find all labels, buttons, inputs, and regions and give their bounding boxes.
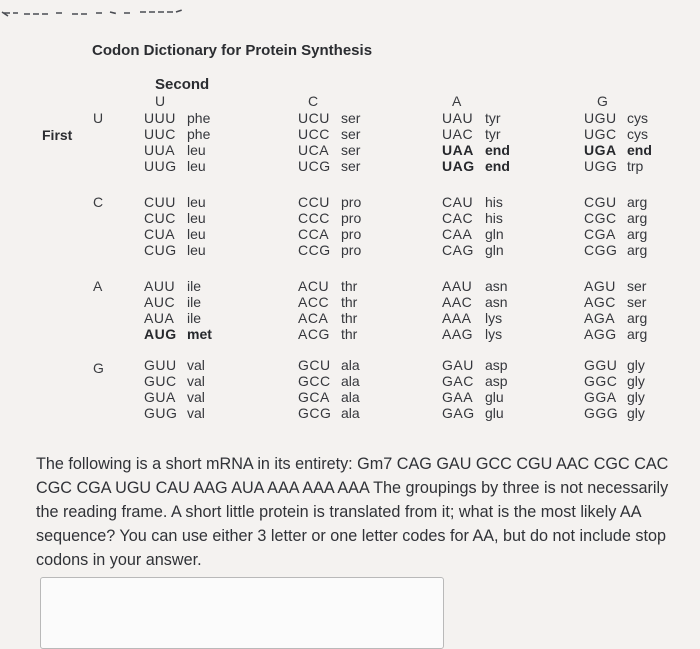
amino-acid-text: ser — [627, 278, 647, 294]
amino-acid-text: asn — [485, 294, 508, 310]
codon-cell — [298, 110, 360, 174]
amino-acid-text: leu — [187, 158, 206, 174]
amino-acid-text: val — [187, 389, 205, 405]
codon-cell — [442, 110, 510, 174]
amino-acid-text: ser — [341, 126, 361, 142]
codon-entry — [442, 326, 508, 342]
amino-acid-text: his — [485, 210, 503, 226]
codon-entry — [442, 194, 504, 210]
codon-text: CCA — [298, 226, 330, 242]
codon-entry — [584, 242, 647, 258]
codon-text: CAC — [442, 210, 474, 226]
amino-acid-text: val — [187, 357, 205, 373]
amino-acid-text: lys — [485, 310, 503, 326]
codon-entry — [144, 126, 210, 142]
amino-acid-text: thr — [341, 326, 358, 342]
codon-entry — [442, 210, 504, 226]
codon-entry — [584, 373, 645, 389]
codon-entry — [584, 210, 647, 226]
pen-scribble-mark — [0, 0, 700, 30]
codon-entry — [298, 194, 361, 210]
codon-text: AGU — [584, 278, 616, 294]
codon-entry — [298, 373, 360, 389]
codon-text: AAC — [442, 294, 473, 310]
codon-entry — [144, 158, 210, 174]
codon-text: GGC — [584, 373, 618, 389]
codon-cell — [584, 110, 652, 174]
codon-cell — [442, 357, 508, 421]
amino-acid-text: tyr — [485, 110, 501, 126]
table-title: Codon Dictionary for Protein Synthesis — [92, 42, 373, 59]
codon-text: CUG — [144, 242, 177, 258]
codon-text: GCA — [298, 389, 330, 405]
amino-acid-text: ser — [341, 110, 361, 126]
codon-text: ACG — [298, 326, 330, 342]
codon-text: AAU — [442, 278, 473, 294]
amino-acid-text: pro — [341, 242, 362, 258]
codon-entry — [298, 294, 357, 310]
codon-text: UUU — [144, 110, 176, 126]
codon-entry — [584, 294, 647, 310]
codon-text: CAA — [442, 226, 473, 242]
amino-acid-text: arg — [627, 226, 648, 242]
codon-text: GAA — [442, 389, 474, 405]
codon-text: GCC — [298, 373, 331, 389]
codon-entry — [298, 126, 360, 142]
codon-text: GAG — [442, 405, 475, 421]
codon-entry — [584, 405, 645, 421]
amino-acid-text: end — [627, 142, 652, 158]
amino-acid-text: asn — [485, 278, 508, 294]
amino-acid-text: arg — [627, 194, 648, 210]
codon-entry — [298, 405, 360, 421]
codon-text: GGA — [584, 389, 617, 405]
amino-acid-text: pro — [341, 194, 362, 210]
amino-acid-text: tyr — [485, 126, 501, 142]
amino-acid-text: arg — [627, 326, 648, 342]
codon-entry — [584, 194, 647, 210]
codon-cell — [144, 357, 205, 421]
amino-acid-text: thr — [341, 278, 358, 294]
codon-cell — [144, 278, 212, 342]
codon-entry — [144, 142, 210, 158]
codon-entry — [584, 310, 647, 326]
codon-text: GCU — [298, 357, 331, 373]
amino-acid-text: thr — [341, 294, 358, 310]
amino-acid-text: leu — [187, 210, 206, 226]
codon-text: AAG — [442, 326, 474, 342]
amino-acid-text: trp — [627, 158, 644, 174]
codon-entry — [144, 194, 206, 210]
amino-acid-text: gln — [485, 226, 504, 242]
column-letter: U — [155, 93, 166, 109]
codon-text: CGU — [584, 194, 617, 210]
codon-entry — [584, 142, 652, 158]
amino-acid-text: glu — [485, 405, 504, 421]
codon-entry — [442, 310, 508, 326]
amino-acid-text: val — [187, 405, 205, 421]
row-letter: U — [93, 110, 104, 126]
amino-acid-text: gly — [627, 389, 645, 405]
amino-acid-text: asp — [485, 357, 508, 373]
codon-text: CGA — [584, 226, 616, 242]
codon-text: UUC — [144, 126, 176, 142]
amino-acid-text: arg — [627, 210, 648, 226]
amino-acid-text: gln — [485, 242, 504, 258]
row-letter: C — [93, 194, 104, 210]
column-letter: C — [308, 93, 319, 109]
codon-cell — [144, 194, 206, 258]
codon-entry — [442, 242, 504, 258]
amino-acid-text: phe — [187, 110, 211, 126]
codon-entry — [584, 126, 652, 142]
codon-entry — [584, 278, 647, 294]
answer-input[interactable] — [40, 577, 444, 649]
amino-acid-text: his — [485, 194, 503, 210]
codon-entry — [144, 294, 212, 310]
codon-text: CUA — [144, 226, 176, 242]
codon-entry — [298, 226, 361, 242]
codon-text: ACC — [298, 294, 330, 310]
codon-text: AUU — [144, 278, 176, 294]
codon-text: CGG — [584, 242, 618, 258]
amino-acid-text: end — [485, 142, 510, 158]
codon-text: UCA — [298, 142, 330, 158]
amino-acid-text: lys — [485, 326, 503, 342]
amino-acid-text: ala — [341, 357, 360, 373]
row-letter: G — [93, 360, 104, 376]
codon-text: GAU — [442, 357, 474, 373]
amino-acid-text: ala — [341, 405, 360, 421]
codon-text: UUG — [144, 158, 177, 174]
codon-text: ACA — [298, 310, 329, 326]
codon-text: AUA — [144, 310, 175, 326]
codon-text: CAU — [442, 194, 474, 210]
amino-acid-text: met — [187, 326, 212, 342]
codon-entry — [144, 210, 206, 226]
amino-acid-text: arg — [627, 242, 648, 258]
codon-cell — [298, 357, 360, 421]
amino-acid-text: ser — [627, 294, 647, 310]
codon-entry — [442, 373, 508, 389]
codon-entry — [144, 278, 212, 294]
codon-text: CCG — [298, 242, 331, 258]
amino-acid-text: thr — [341, 310, 358, 326]
codon-text: UCU — [298, 110, 330, 126]
amino-acid-text: leu — [187, 194, 206, 210]
codon-text: UGA — [584, 142, 617, 158]
codon-entry — [442, 142, 510, 158]
amino-acid-text: end — [485, 158, 510, 174]
amino-acid-text: glu — [485, 389, 504, 405]
codon-entry — [584, 326, 647, 342]
codon-text: GGG — [584, 405, 619, 421]
second-position-label: Second — [155, 76, 210, 93]
codon-entry — [298, 326, 357, 342]
codon-entry — [584, 110, 652, 126]
row-letter: A — [93, 278, 103, 294]
first-position-label: First — [42, 127, 73, 143]
codon-entry — [144, 326, 212, 342]
codon-text: GUU — [144, 357, 177, 373]
codon-text: UUA — [144, 142, 176, 158]
codon-text: CAG — [442, 242, 474, 258]
codon-entry — [584, 389, 645, 405]
amino-acid-text: ser — [341, 142, 361, 158]
amino-acid-text: pro — [341, 226, 362, 242]
codon-entry — [442, 389, 508, 405]
codon-text: AAA — [442, 310, 472, 326]
codon-text: UGC — [584, 126, 617, 142]
codon-text: GUC — [144, 373, 177, 389]
column-letter: A — [452, 93, 462, 109]
codon-text: AGG — [584, 326, 617, 342]
codon-text: UGG — [584, 158, 618, 174]
codon-text: UAG — [442, 158, 475, 174]
codon-text: UAC — [442, 126, 474, 142]
codon-entry — [442, 278, 508, 294]
codon-text: GCG — [298, 405, 332, 421]
amino-acid-text: asp — [485, 373, 508, 389]
codon-entry — [144, 110, 210, 126]
codon-entry — [298, 357, 360, 373]
amino-acid-text: ala — [341, 389, 360, 405]
codon-entry — [144, 310, 212, 326]
codon-entry — [584, 357, 645, 373]
codon-entry — [144, 389, 205, 405]
amino-acid-text: gly — [627, 373, 645, 389]
amino-acid-text: leu — [187, 142, 206, 158]
codon-entry — [298, 389, 360, 405]
codon-entry — [298, 310, 357, 326]
amino-acid-text: ile — [187, 310, 202, 326]
codon-entry — [442, 357, 508, 373]
codon-text: CGC — [584, 210, 617, 226]
codon-cell — [584, 357, 645, 421]
amino-acid-text: ala — [341, 373, 360, 389]
codon-entry — [144, 373, 205, 389]
codon-entry — [442, 294, 508, 310]
question-text: The following is a short mRNA in its entirety: Gm7 CAG GAU GCC CGU AAC CGC CAC CGC CGA UGU CAU AAG AUA AAA AAA AAA The groupings by three is not necessarily the reading frame. A short little protein is translated from it; what is the most likely AA sequence? You can use either 3 letter or one letter codes for AA, but do not include stop codons in your answer. — [36, 455, 669, 569]
codon-entry — [298, 278, 357, 294]
codon-entry — [298, 158, 360, 174]
codon-cell — [584, 278, 647, 342]
codon-cell — [584, 194, 647, 258]
amino-acid-text: gly — [627, 357, 645, 373]
codon-cell — [298, 194, 361, 258]
codon-entry — [584, 158, 652, 174]
codon-text: AGC — [584, 294, 616, 310]
codon-cell — [442, 278, 508, 342]
codon-entry — [144, 226, 206, 242]
codon-text: CUC — [144, 210, 176, 226]
codon-cell — [442, 194, 504, 258]
codon-entry — [298, 110, 360, 126]
codon-entry — [584, 226, 647, 242]
codon-entry — [442, 405, 508, 421]
codon-text: UCC — [298, 126, 330, 142]
codon-text: CCC — [298, 210, 330, 226]
codon-text: AUC — [144, 294, 176, 310]
codon-entry — [442, 126, 510, 142]
codon-text: CCU — [298, 194, 330, 210]
amino-acid-text: cys — [627, 110, 648, 126]
codon-entry — [298, 210, 361, 226]
amino-acid-text: phe — [187, 126, 211, 142]
codon-cell — [144, 110, 210, 174]
amino-acid-text: leu — [187, 242, 206, 258]
amino-acid-text: gly — [627, 405, 645, 421]
amino-acid-text: ile — [187, 294, 202, 310]
codon-text: UCG — [298, 158, 331, 174]
codon-text: CUU — [144, 194, 176, 210]
codon-text: AGA — [584, 310, 616, 326]
column-letter: G — [597, 93, 608, 109]
codon-entry — [442, 226, 504, 242]
codon-text: UAA — [442, 142, 474, 158]
codon-text: GUA — [144, 389, 176, 405]
amino-acid-text: ser — [341, 158, 361, 174]
codon-text: AUG — [144, 326, 177, 342]
codon-cell — [298, 278, 357, 342]
codon-entry — [298, 142, 360, 158]
codon-entry — [144, 357, 205, 373]
amino-acid-text: leu — [187, 226, 206, 242]
codon-text: GGU — [584, 357, 618, 373]
codon-text: UGU — [584, 110, 617, 126]
codon-text: ACU — [298, 278, 330, 294]
amino-acid-text: arg — [627, 310, 648, 326]
codon-entry — [442, 110, 510, 126]
amino-acid-text: val — [187, 373, 205, 389]
codon-entry — [144, 405, 205, 421]
codon-entry — [442, 158, 510, 174]
amino-acid-text: pro — [341, 210, 362, 226]
codon-text: UAU — [442, 110, 474, 126]
amino-acid-text: ile — [187, 278, 202, 294]
codon-text: GAC — [442, 373, 474, 389]
codon-entry — [144, 242, 206, 258]
codon-text: GUG — [144, 405, 178, 421]
codon-entry — [298, 242, 361, 258]
amino-acid-text: cys — [627, 126, 648, 142]
